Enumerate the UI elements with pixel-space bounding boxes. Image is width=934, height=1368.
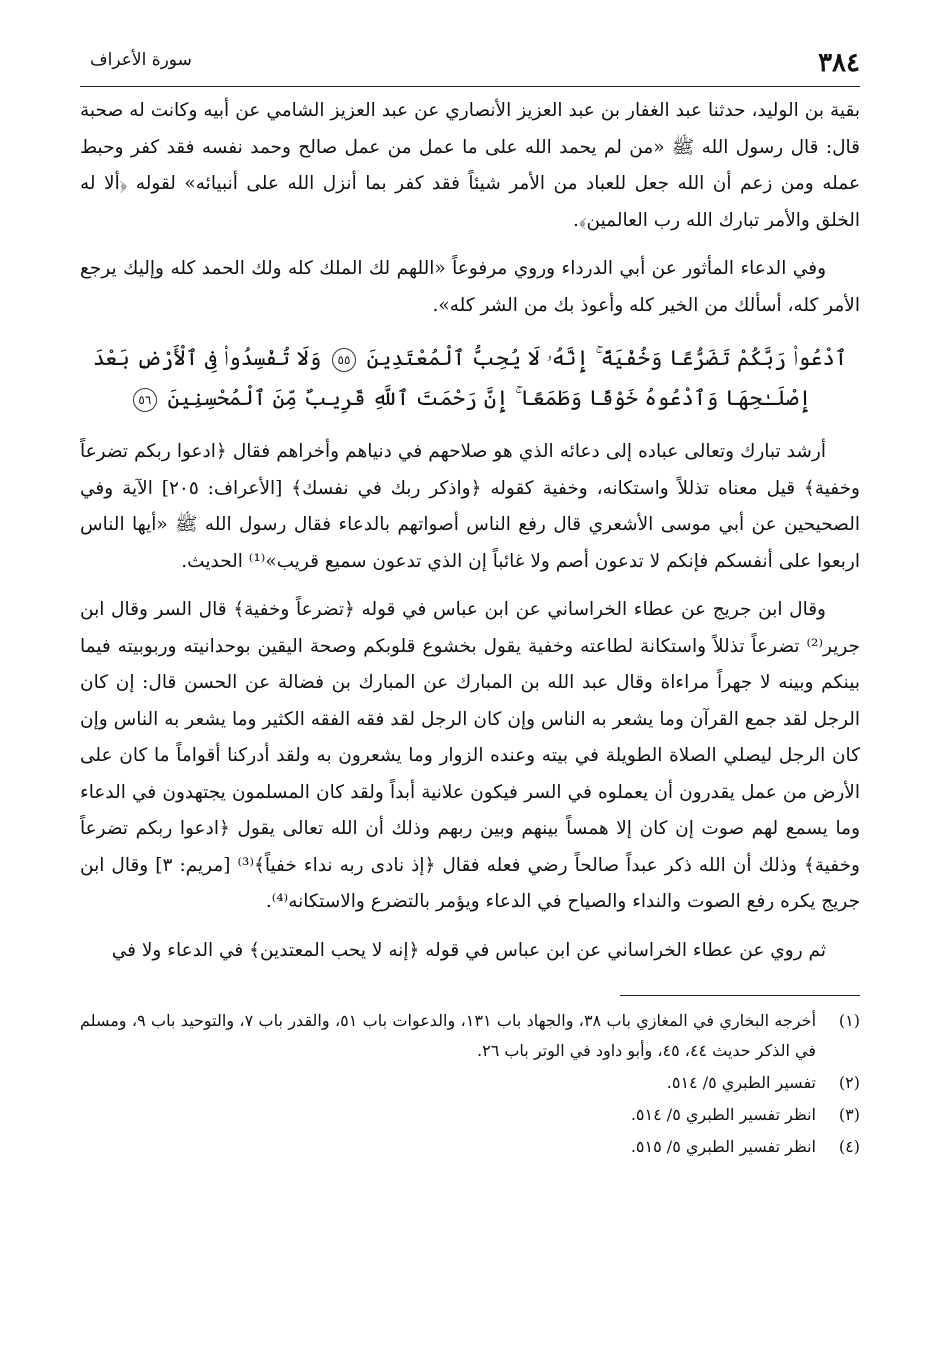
surah-title: سورة الأعراف [90,50,192,70]
ayah-number-marker: ٥٦ [133,388,157,412]
footnote-text: انظر تفسير الطبري ٥/ ٥١٤. [630,1105,816,1124]
footnote-number: (٢) [838,1073,860,1092]
footnote-number: (٤) [838,1137,860,1156]
footnote-text: أخرجه البخاري في المغازي باب ٣٨، والجهاد باب ١٣١، والدعوات باب ٥١، والقدر باب ٧، والتوحيد باب ٩، ومسلم في الذكر حديث ٤٤، ٤٥، وأبو داود في الوتر باب ٢٦. [80,1011,817,1060]
book-page [80,40,860,1340]
quran-line-1: ٱدْعُوا۟ رَبَّكُمْ تَضَرُّعًا وَخُفْيَةً ۚ إِنَّهُۥ لَا يُحِبُّ ٱلْمُعْتَدِينَ [366,346,848,370]
page-number: ٣٨٤ [818,48,860,78]
footnote-divider [620,995,860,996]
main-text [80,93,860,969]
paragraph-2: وفي الدعاء المأثور عن أبي الدرداء وروي مرفوعاً «اللهم لك الملك كله ولك الحمد كله وإليك يرجع الأمر كله، أسألك من الخير كله وأعوذ بك من الشر كله». [80,258,860,316]
page-header [80,40,860,87]
ayah-number-marker: ٥٥ [332,348,356,372]
quran-line-2: وَلَا تُفْسِدُوا۟ فِى ٱلْأَرْضِ بَعْدَ إِصْلَـٰحِهَا وَٱدْعُوهُ خَوْفًا وَطَمَعًا ۚ إِنَّ رَحْمَتَ ٱللَّهِ قَرِيبٌ مِّنَ ٱلْمُحْسِنِينَ [92,346,812,410]
paragraph-4: وقال ابن جريج عن عطاء الخراساني عن ابن عباس في قوله ﴿تضرعاً وخفية﴾ قال السر وقال ابن جرير⁽²⁾ تضرعاً تذللاً واستكانة لطاعته وخفية يقول بخشوع قلوبكم وصحة اليقين بوحدانيته وربوبيته فيما بينكم وبينه لا جهراً مراءاة وقال عبد الله بن المبارك عن المبارك بن فضالة عن الحسن قال: إن كان الرجل لقد جمع القرآن وما يشعر به الناس وإن كان الرجل لقد فقه الفقه الكثير وما يشعر به الناس وإن كان الرجل ليصلي الصلاة الطويلة في بيته وعنده الزوار وما يشعرون به ولقد أدركنا أقواماً ما كان على الأرض من عمل يقدرون أن يعملوه في السر فيكون علانية أبداً ولقد كان المسلمون يجتهدون في الدعاء وما يسمع لهم صوت إن كان إلا همساً بينهم وبين ربهم وذلك أن الله تعالى يقول ﴿ادعوا ربكم تضرعاً وخفية﴾ وذلك أن الله ذكر عبداً صالحاً رضي فعله فقال ﴿إذ نادى ربه نداء خفياً﴾⁽³⁾ [مريم: ٣] وقال ابن جريج يكره رفع الصوت والنداء والصياح في الدعاء ويؤمر بالتضرع والاستكانه⁽⁴⁾. [80,599,860,912]
footnote-text: تفسير الطبري ٥/ ٥١٤. [666,1073,816,1092]
footnote-text: انظر تفسير الطبري ٥/ ٥١٥. [630,1137,816,1156]
paragraph-1: بقية بن الوليد، حدثنا عبد الغفار بن عبد العزيز الأنصاري عن عبد العزيز الشامي عن أبيه وكانت له صحبة قال: قال رسول الله ﷺ «من لم يحمد الله على ما عمل من عمل صالح وحمد نفسه فقد كفر وحبط عمله ومن زعم أن الله جعل للعباد من الأمر شيئاً فقد كفر بما أنزل الله على أنبيائه» لقوله ﴿ألا له الخلق والأمر تبارك الله رب العالمين﴾. [80,100,860,231]
footnote-item [80,1132,860,1162]
footnote-item [80,1100,860,1130]
footnote-number: (٣) [838,1105,860,1124]
quran-verses [80,338,860,418]
footnote-number: (١) [838,1011,860,1030]
footnote-item [80,1006,860,1066]
footnotes [80,1006,860,1162]
paragraph-3: أرشد تبارك وتعالى عباده إلى دعائه الذي هو صلاحهم في دنياهم وأخراهم فقال ﴿ادعوا ربكم تضرعاً وخفية﴾ قيل معناه تذللاً واستكانه، وخفية كقوله ﴿واذكر ربك في نفسك﴾ [الأعراف: ٢٠٥] الآية وفي الصحيحين عن أبي موسى الأشعري قال رفع الناس أصواتهم بالدعاء فقال رسول الله ﷺ «أيها الناس اربعوا على أنفسكم فإنكم لا تدعون أصم ولا غائباً إن الذي تدعون سميع قريب»⁽¹⁾ الحديث. [80,441,860,572]
footnote-item [80,1068,860,1098]
paragraph-5: ثم روي عن عطاء الخراساني عن ابن عباس في قوله ﴿إنه لا يحب المعتدين﴾ في الدعاء ولا في [111,939,826,961]
